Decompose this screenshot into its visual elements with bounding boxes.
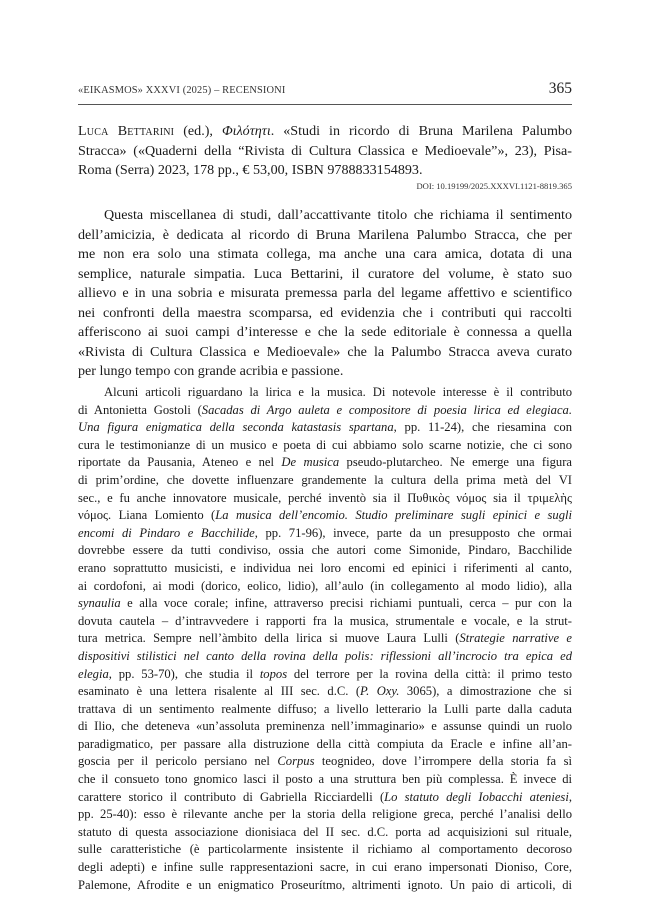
body-line: ai cordofoni, ai modi (dorico, eolico, lidio), all’aulo (in collegamento al modo lidio), alla <box>78 578 572 593</box>
body-line: carattere storico il contributo di Gabriella Ricciardelli (Lo statuto degli Iobacchi ateniesi, <box>78 789 572 804</box>
body-line: sulle caratteristiche (è particolarmente insistente il richiamo al comportamento decoroso <box>78 842 572 857</box>
citation-author: Luca Bettarini <box>78 123 175 139</box>
intro-line: per lungo tempo con grande acribia e passione. <box>78 363 344 380</box>
body-line: Alcuni articoli riguardano la lirica e la musica. Di notevole interesse è il contributo <box>104 385 572 399</box>
citation-line-3: Roma (Serra) 2023, 178 pp., € 53,00, ISBN 9788833154893. <box>78 162 423 179</box>
body-line: statuto di questa associazione dionisiaca del II sec. d.C. porta ad acquisizioni sul rituale, <box>78 824 572 839</box>
bibliographic-citation <box>78 122 572 181</box>
body-line: pp. 25-40): esso è rilevante anche per la storia della religione greca, perché l’analisi dello <box>78 807 572 822</box>
body-line: tura metrica. Sempre nell’àmbito della lirica si muove Laura Lulli (Strategie narrative e <box>78 631 572 646</box>
body-line: di Antonietta Gostoli (Sacadas di Argo auleta e compositore di poesia lirica ed elegiaca. <box>78 402 572 417</box>
body-line: di Ilio, che deteneva «un’assoluta preminenza nell’immaginario» e assunse quindi un ruolo <box>78 719 572 734</box>
intro-line: «Rivista di Cultura Classica e Medioevale» che la Palumbo Stracca aveva curato <box>78 343 572 360</box>
running-head: «EIKASMOS» XXXVI (2025) – RECENSIONI <box>78 85 286 96</box>
body-line: encomi di Pindaro e Bacchilide, pp. 71-96), invece, parte da un presupposto che ormai <box>78 525 572 540</box>
intro-line: afferiscono ai suoi campi d’interesse e che la sede editoriale è connessa a quella <box>78 324 572 341</box>
body-line: erano soprattutto musicisti, e individua nei loro encomi ed epinici i riferimenti al canto, <box>78 560 572 575</box>
body-line: Una figura enigmatica della seconda katastasis spartana, pp. 11-24), che riesamina con <box>78 420 572 435</box>
intro-line: me non era solo una stimata collega, ma anche una cara amica, dotata di una <box>78 246 572 263</box>
body-line: Palemone, Afrodite e un enigmatico Proseurítmo, altrimenti ignoto. Un paio di articoli, di <box>78 877 572 892</box>
body-line: dovrebbe essere da tutti condiviso, ossia che autori come Simonide, Pindaro, Bacchilide <box>78 543 572 558</box>
citation-line-1: Luca Bettarini (ed.), Φιλότητι. «Studi in ricordo di Bruna Marilena Palumbo <box>78 123 573 139</box>
body-line: sec., e fu anche innovatore musicale, perché inventò sia il Πυθικὸς νόμος sia il τριμελὴς <box>78 490 572 505</box>
intro-line: Questa miscellanea di studi, dall’accattivante titolo che richiama il sentimento <box>104 207 572 223</box>
body-paragraph <box>78 384 572 894</box>
body-line: esaminato è una lettera risalente al III sec. d.C. (P. Oxy. 3065), a dimostrazione che si <box>78 684 572 699</box>
body-line: goscia per il pericolo persiano nel Corpus teognideo, dove l’irrompere della storia fa sì <box>78 754 573 769</box>
body-line: synaulia e alla voce corale; infine, attraverso precisi richiami puntuali, cerca – pur con la <box>78 596 572 611</box>
body-line: dispositivi stilistici nel canto della rovina della polis: riflessioni all’incrocio tra epica ed <box>78 648 572 663</box>
body-line: dovuta cautela – d’intravvedere i rapporti fra la musica, strumentale e vocale, e la strut- <box>78 613 572 628</box>
page-header <box>78 80 572 104</box>
intro-line: allievo e in una sobria e misurata premessa parla del legame affettivo e scientifico <box>78 285 572 302</box>
body-line: degli adepti) e infine sulle rappresentazioni sacre, in cui erano impersonati Dioniso, Core, <box>78 860 572 875</box>
citation-line-2: Stracca» («Quaderni della “Rivista di Cultura Classica e Medioevale”», 23), Pisa- <box>78 142 572 159</box>
body-line: riportate da Pausania, Ateneo e nel De musica pseudo-plutarcheo. Ne emerge una figura <box>78 455 572 470</box>
intro-line: nei confronti della maestra scomparsa, ed evidenzia che i contributi qui raccolti <box>78 304 572 321</box>
intro-line: dell’amicizia, è dedicata al ricordo di Bruna Marilena Palumbo Stracca, che per <box>78 226 572 243</box>
body-line: trattava di un sentimento realmente diffuso; a livello letterario la Lulli parte dalla caduta <box>78 701 572 716</box>
doi: DOI: 10.19199/2025.XXXVI.1121-8819.365 <box>416 181 572 191</box>
body-line: cura le testimonianze di un musico e poeta di cui abbiamo solo scarne notizie, che ci sono <box>78 437 572 452</box>
body-line: νόμος. Liana Lomiento (La musica dell’encomio. Studio preliminare sugli epinici e sugli <box>78 508 572 523</box>
body-line: che il consueto tono gnomico lasci il posto a una struttura ben più complessa. È invece di <box>78 772 572 787</box>
book-title: Φιλότητι <box>221 123 271 139</box>
body-line: di prim’ordine, che dovette influenzare grandemente la cultura della prima metà del VI <box>78 472 572 487</box>
intro-line: semplice, naturale simpatia. Luca Bettarini, il curatore del volume, è stato suo <box>78 265 572 282</box>
page-number: 365 <box>548 80 572 97</box>
body-line: paradigmatico, per passare alla distruzione della città compiuta da Eracle e infine all’an- <box>78 736 572 751</box>
intro-paragraph <box>78 206 572 382</box>
header-rule <box>78 104 572 105</box>
body-line: elegia, pp. 53-70), che studia il topos del terrore per la rovina della città: il primo testo <box>78 666 572 681</box>
